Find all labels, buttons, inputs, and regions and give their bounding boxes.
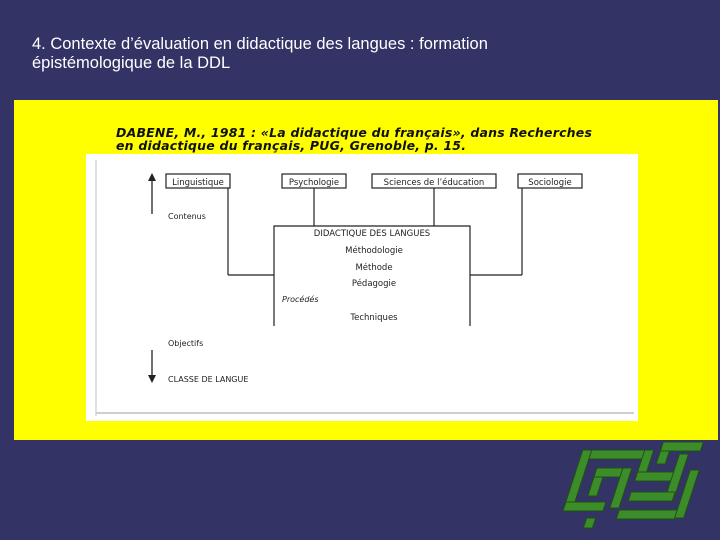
- didactique-box: [274, 226, 470, 326]
- arrow-up-head: [148, 173, 156, 181]
- label-procedes: Procédés: [282, 295, 319, 304]
- label-objectifs: Objectifs: [168, 339, 204, 348]
- label-sociologie: Sociologie: [528, 178, 572, 188]
- diagram-figure: [86, 154, 638, 421]
- label-didactique-des-langues: DIDACTIQUE DES LANGUES: [313, 229, 431, 239]
- label-linguistique: Linguistique: [172, 178, 224, 188]
- label-pedagogie: Pédagogie: [351, 279, 397, 289]
- slide-title: [32, 35, 672, 73]
- label-methode: Méthode: [355, 263, 393, 273]
- arrow-down-head: [148, 375, 156, 383]
- citation-line-2: en didactique du français, PUG, Grenoble, p. 15.: [116, 138, 467, 153]
- slide-title-line-1: 4. Contexte d’évaluation en didactique des langues : formation: [32, 35, 488, 53]
- diagram-svg: [86, 154, 638, 421]
- citation: [116, 126, 636, 152]
- label-sciences-education: Sciences de l’éducation: [383, 178, 485, 188]
- slide-title-line-2: épistémologique de la DDL: [32, 54, 231, 72]
- label-methodologie: Méthodologie: [345, 246, 403, 256]
- label-classe-de-langue: CLASSE DE LANGUE: [168, 375, 249, 384]
- label-contenus: Contenus: [168, 212, 206, 221]
- maze-icon: [560, 440, 710, 530]
- citation-line-1: DABENE, M., 1981 : «La didactique du français», dans Recherches: [116, 125, 593, 140]
- label-techniques: Techniques: [350, 313, 398, 323]
- label-psychologie: Psychologie: [288, 178, 340, 188]
